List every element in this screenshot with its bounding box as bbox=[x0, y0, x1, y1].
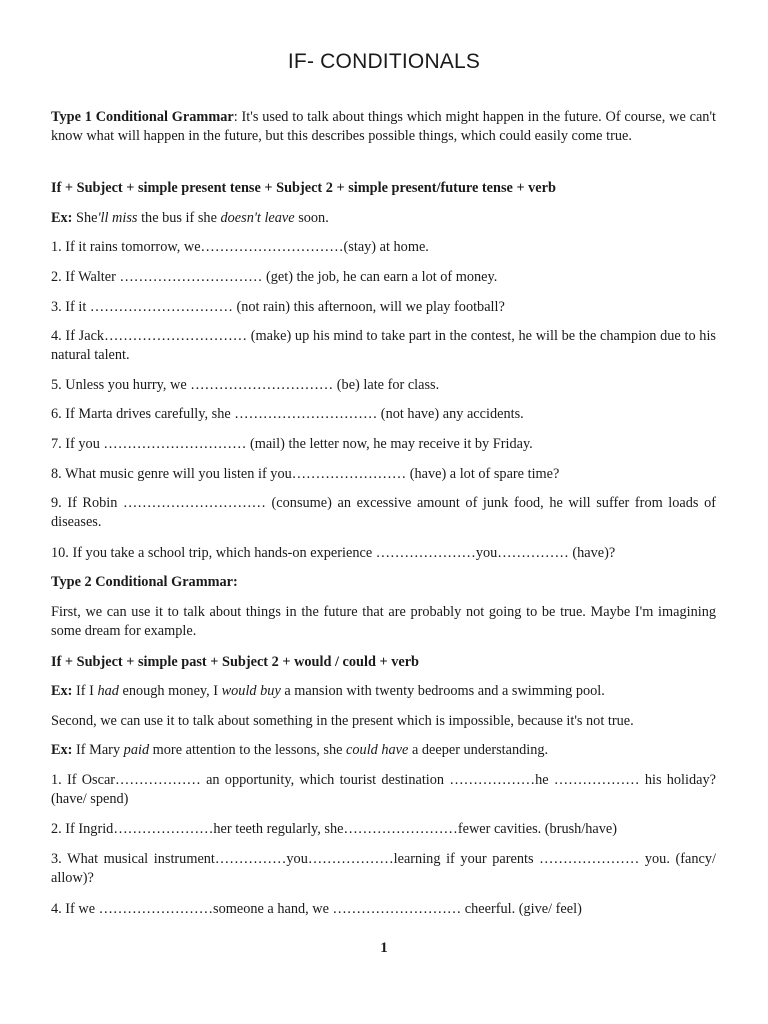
example-label: Ex: bbox=[51, 742, 73, 758]
type1-exercise-1: 1. If it rains tomorrow, we…………………………(stay) at home. bbox=[51, 239, 429, 255]
type1-intro-text: : It's used to talk about things which might happen in the future. Of course, we can't know what will happen in the future, but this describes possible things, which could easily come true. bbox=[51, 109, 716, 144]
type1-formula: If + Subject + simple present tense + Subject 2 + simple present/future tense + verb bbox=[51, 180, 556, 196]
type1-exercise-6: 6. If Marta drives carefully, she ………………………… (not have) any accidents. bbox=[51, 406, 524, 422]
type1-exercise-8: 8. What music genre will you listen if you…………………… (have) a lot of spare time? bbox=[51, 466, 560, 482]
type2-second-use: Second, we can use it to talk about something in the present which is impossible, because it's not true. bbox=[51, 713, 634, 729]
type2-example-1: Ex: If I had enough money, I would buy a mansion with twenty bedrooms and a swimming pool. bbox=[51, 683, 605, 699]
type1-example: Ex: She'll miss the bus if she doesn't leave soon. bbox=[51, 210, 329, 226]
type1-exercise-4: 4. If Jack………………………… (make) up his mind to take part in the contest, he will be the champion due to his natural talent. bbox=[51, 328, 716, 363]
type1-intro bbox=[51, 108, 716, 146]
type1-exercise-10: 10. If you take a school trip, which hands-on experience …………………you…………… (have)? bbox=[51, 545, 616, 561]
type2-exercise-4: 4. If we ……………………someone a hand, we ……………………… cheerful. (give/ feel) bbox=[51, 901, 582, 917]
example-label: Ex: bbox=[51, 210, 73, 226]
example-label: Ex: bbox=[51, 683, 73, 699]
type2-heading: Type 2 Conditional Grammar: bbox=[51, 574, 238, 590]
type2-first-use: First, we can use it to talk about things in the future that are probably not going to be true. Maybe I'm imagining some dream for example. bbox=[51, 604, 716, 639]
type1-exercise-3: 3. If it ………………………… (not rain) this afternoon, will we play football? bbox=[51, 299, 505, 315]
type2-exercise-3: 3. What musical instrument……………you………………learning if your parents ………………… you. (fancy/ allow)? bbox=[51, 851, 716, 886]
page-number: 1 bbox=[380, 940, 388, 956]
type1-exercise-2: 2. If Walter ………………………… (get) the job, he can earn a lot of money. bbox=[51, 269, 498, 285]
type2-example-2: Ex: If Mary paid more attention to the lessons, she could have a deeper understanding. bbox=[51, 742, 549, 758]
page-title: IF- CONDITIONALS bbox=[287, 50, 481, 73]
type1-exercise-9: 9. If Robin ………………………… (consume) an excessive amount of junk food, he will suffer from loads of diseases. bbox=[51, 495, 716, 530]
type1-exercise-5: 5. Unless you hurry, we ………………………… (be) late for class. bbox=[51, 377, 440, 393]
type2-formula: If + Subject + simple past + Subject 2 + would / could + verb bbox=[51, 654, 419, 670]
type2-exercise-2: 2. If Ingrid…………………her teeth regularly, she……………………fewer cavities. (brush/have) bbox=[51, 821, 618, 837]
type1-heading: Type 1 Conditional Grammar bbox=[51, 109, 234, 125]
type2-exercise-1: 1. If Oscar……………… an opportunity, which tourist destination ………………he ……………… his holiday? (have/ spend) bbox=[51, 772, 716, 807]
type1-exercise-7: 7. If you ………………………… (mail) the letter now, he may receive it by Friday. bbox=[51, 436, 533, 452]
